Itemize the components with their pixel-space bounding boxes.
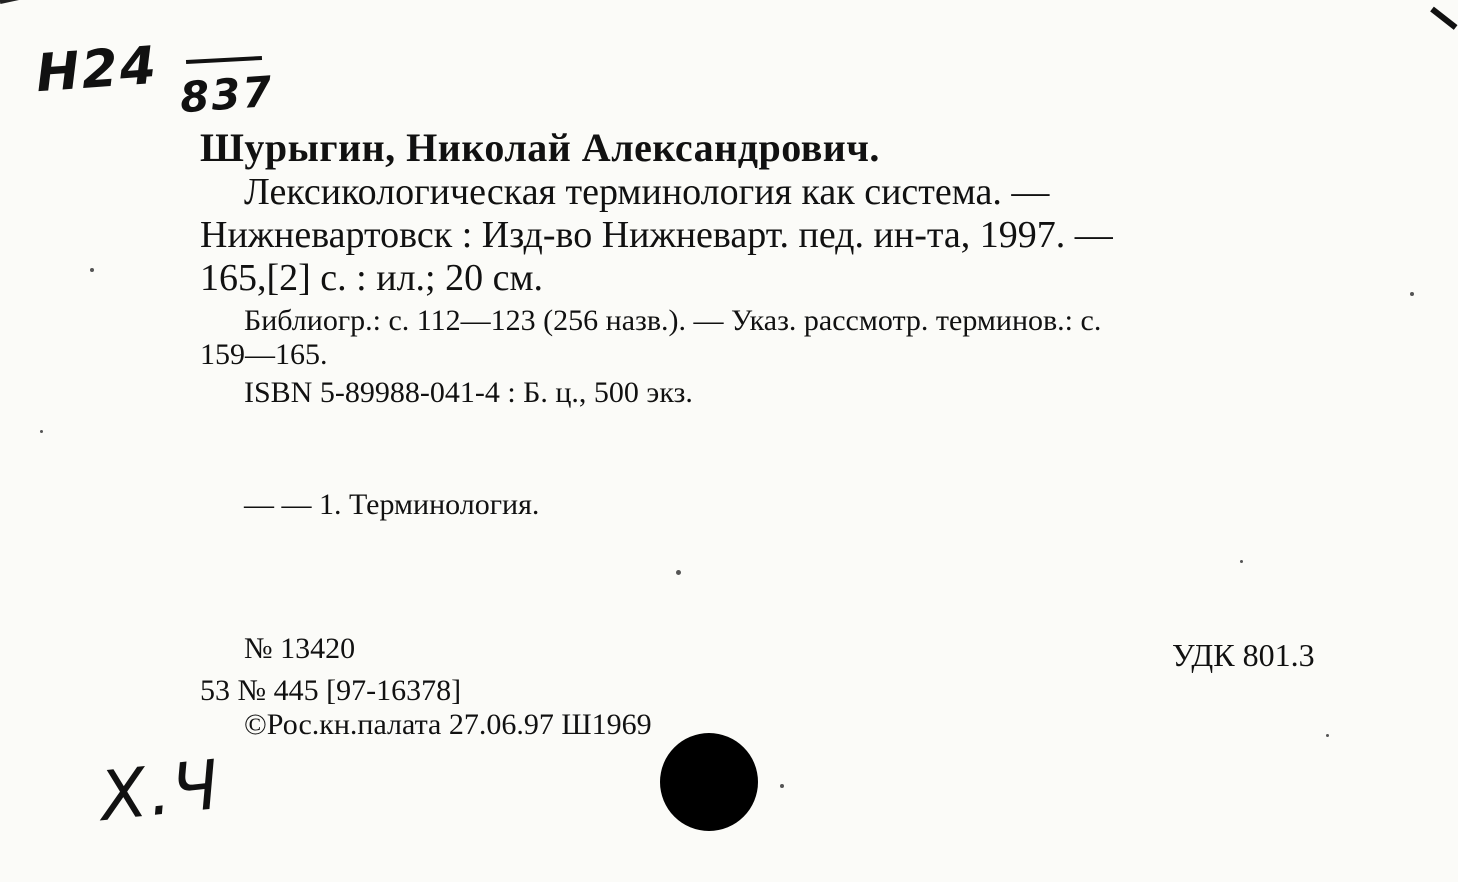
subject-heading: — — 1. Терминология. (244, 488, 540, 521)
punch-hole (660, 733, 758, 831)
publication-line: Нижневартовск : Изд-во Нижневарт. пед. ин-та, 1997. — (200, 214, 1113, 256)
title-line: Лексикологическая терминология как система. — (244, 171, 1050, 213)
scan-speck (1410, 292, 1414, 296)
udk-code: УДК 801.3 (1172, 637, 1315, 673)
shelfmark-bottom: 837 (178, 66, 276, 123)
scan-speck (780, 784, 784, 788)
bibliography-note-cont: 159—165. (200, 338, 328, 371)
scan-speck (1326, 734, 1329, 737)
record-number: № 13420 (244, 632, 356, 665)
isbn-line: ISBN 5-89988-041-4 : Б. ц., 500 экз. (244, 376, 693, 409)
card-corner-mark (0, 0, 26, 4)
location-mark: Х.Ч (96, 745, 225, 838)
card-corner-mark (1430, 7, 1457, 30)
shelfmark-divider (186, 56, 262, 64)
record-number-secondary: 53 № 445 [97-16378] (200, 674, 462, 707)
shelfmark-top: Н24 (34, 35, 160, 105)
copyright-line: ©Рос.кн.палата 27.06.97 Ш1969 (244, 708, 652, 741)
scan-speck (90, 268, 94, 272)
author-heading: Шурыгин, Николай Александрович. (200, 125, 880, 170)
physical-description: 165,[2] с. : ил.; 20 см. (200, 257, 544, 299)
scan-speck (1240, 560, 1243, 563)
bibliography-note: Библиогр.: с. 112—123 (256 назв.). — Указ. рассмотр. терминов.: с. (244, 304, 1102, 337)
scan-speck (676, 570, 681, 575)
scan-speck (40, 430, 43, 433)
